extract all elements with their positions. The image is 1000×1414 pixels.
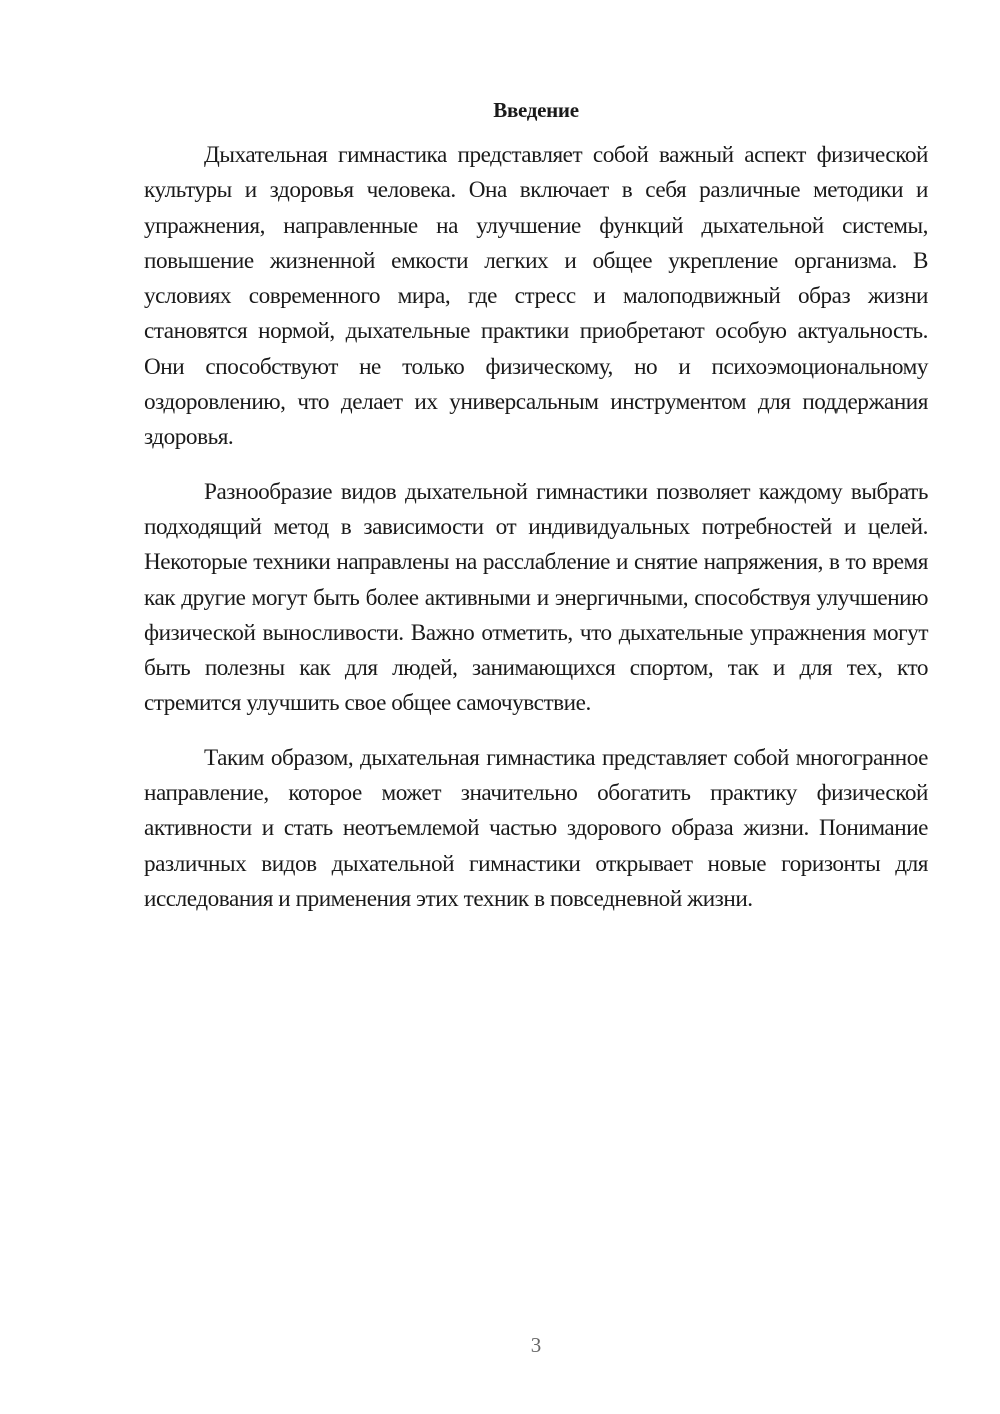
paragraph-3: Таким образом, дыхательная гимнастика представляет собой многогранное направление, которое может значительно обогатить практику физической активности и стать неотъемлемой частью здорового образа жизни. Понимание различных видов дыхательной гимнастики открывает новые горизонты для исследования и применения этих техник в повседневной жизни.: [144, 744, 928, 912]
document-page: [144, 95, 928, 936]
page-number: 3: [530, 1333, 542, 1357]
paragraph-1: Дыхательная гимнастика представляет собой важный аспект физической культуры и здоровья человека. Она включает в себя различные методики и упражнения, направленные на улучшение функций дыхательной системы, повышение жизненной емкости легких и общее укрепление организма. В условиях современного мира, где стресс и малоподвижный образ жизни становятся нормой, дыхательные практики приобретают особую актуальность. Они способствуют не только физическому, но и психоэмоциональному оздоровлению, что делает их универсальным инструментом для поддержания здоровья.: [144, 142, 928, 451]
section-heading: Введение: [493, 98, 579, 122]
paragraph-2: Разнообразие видов дыхательной гимнастики позволяет каждому выбрать подходящий метод в зависимости от индивидуальных потребностей и целей. Некоторые техники направлены на расслабление и снятие напряжения, в то время как другие могут быть более активными и энергичными, способствуя улучшению физической выносливости. Важно отметить, что дыхательные упражнения могут быть полезны как для людей, занимающихся спортом, так и для тех, кто стремится улучшить свое общее самочувствие.: [144, 478, 928, 717]
